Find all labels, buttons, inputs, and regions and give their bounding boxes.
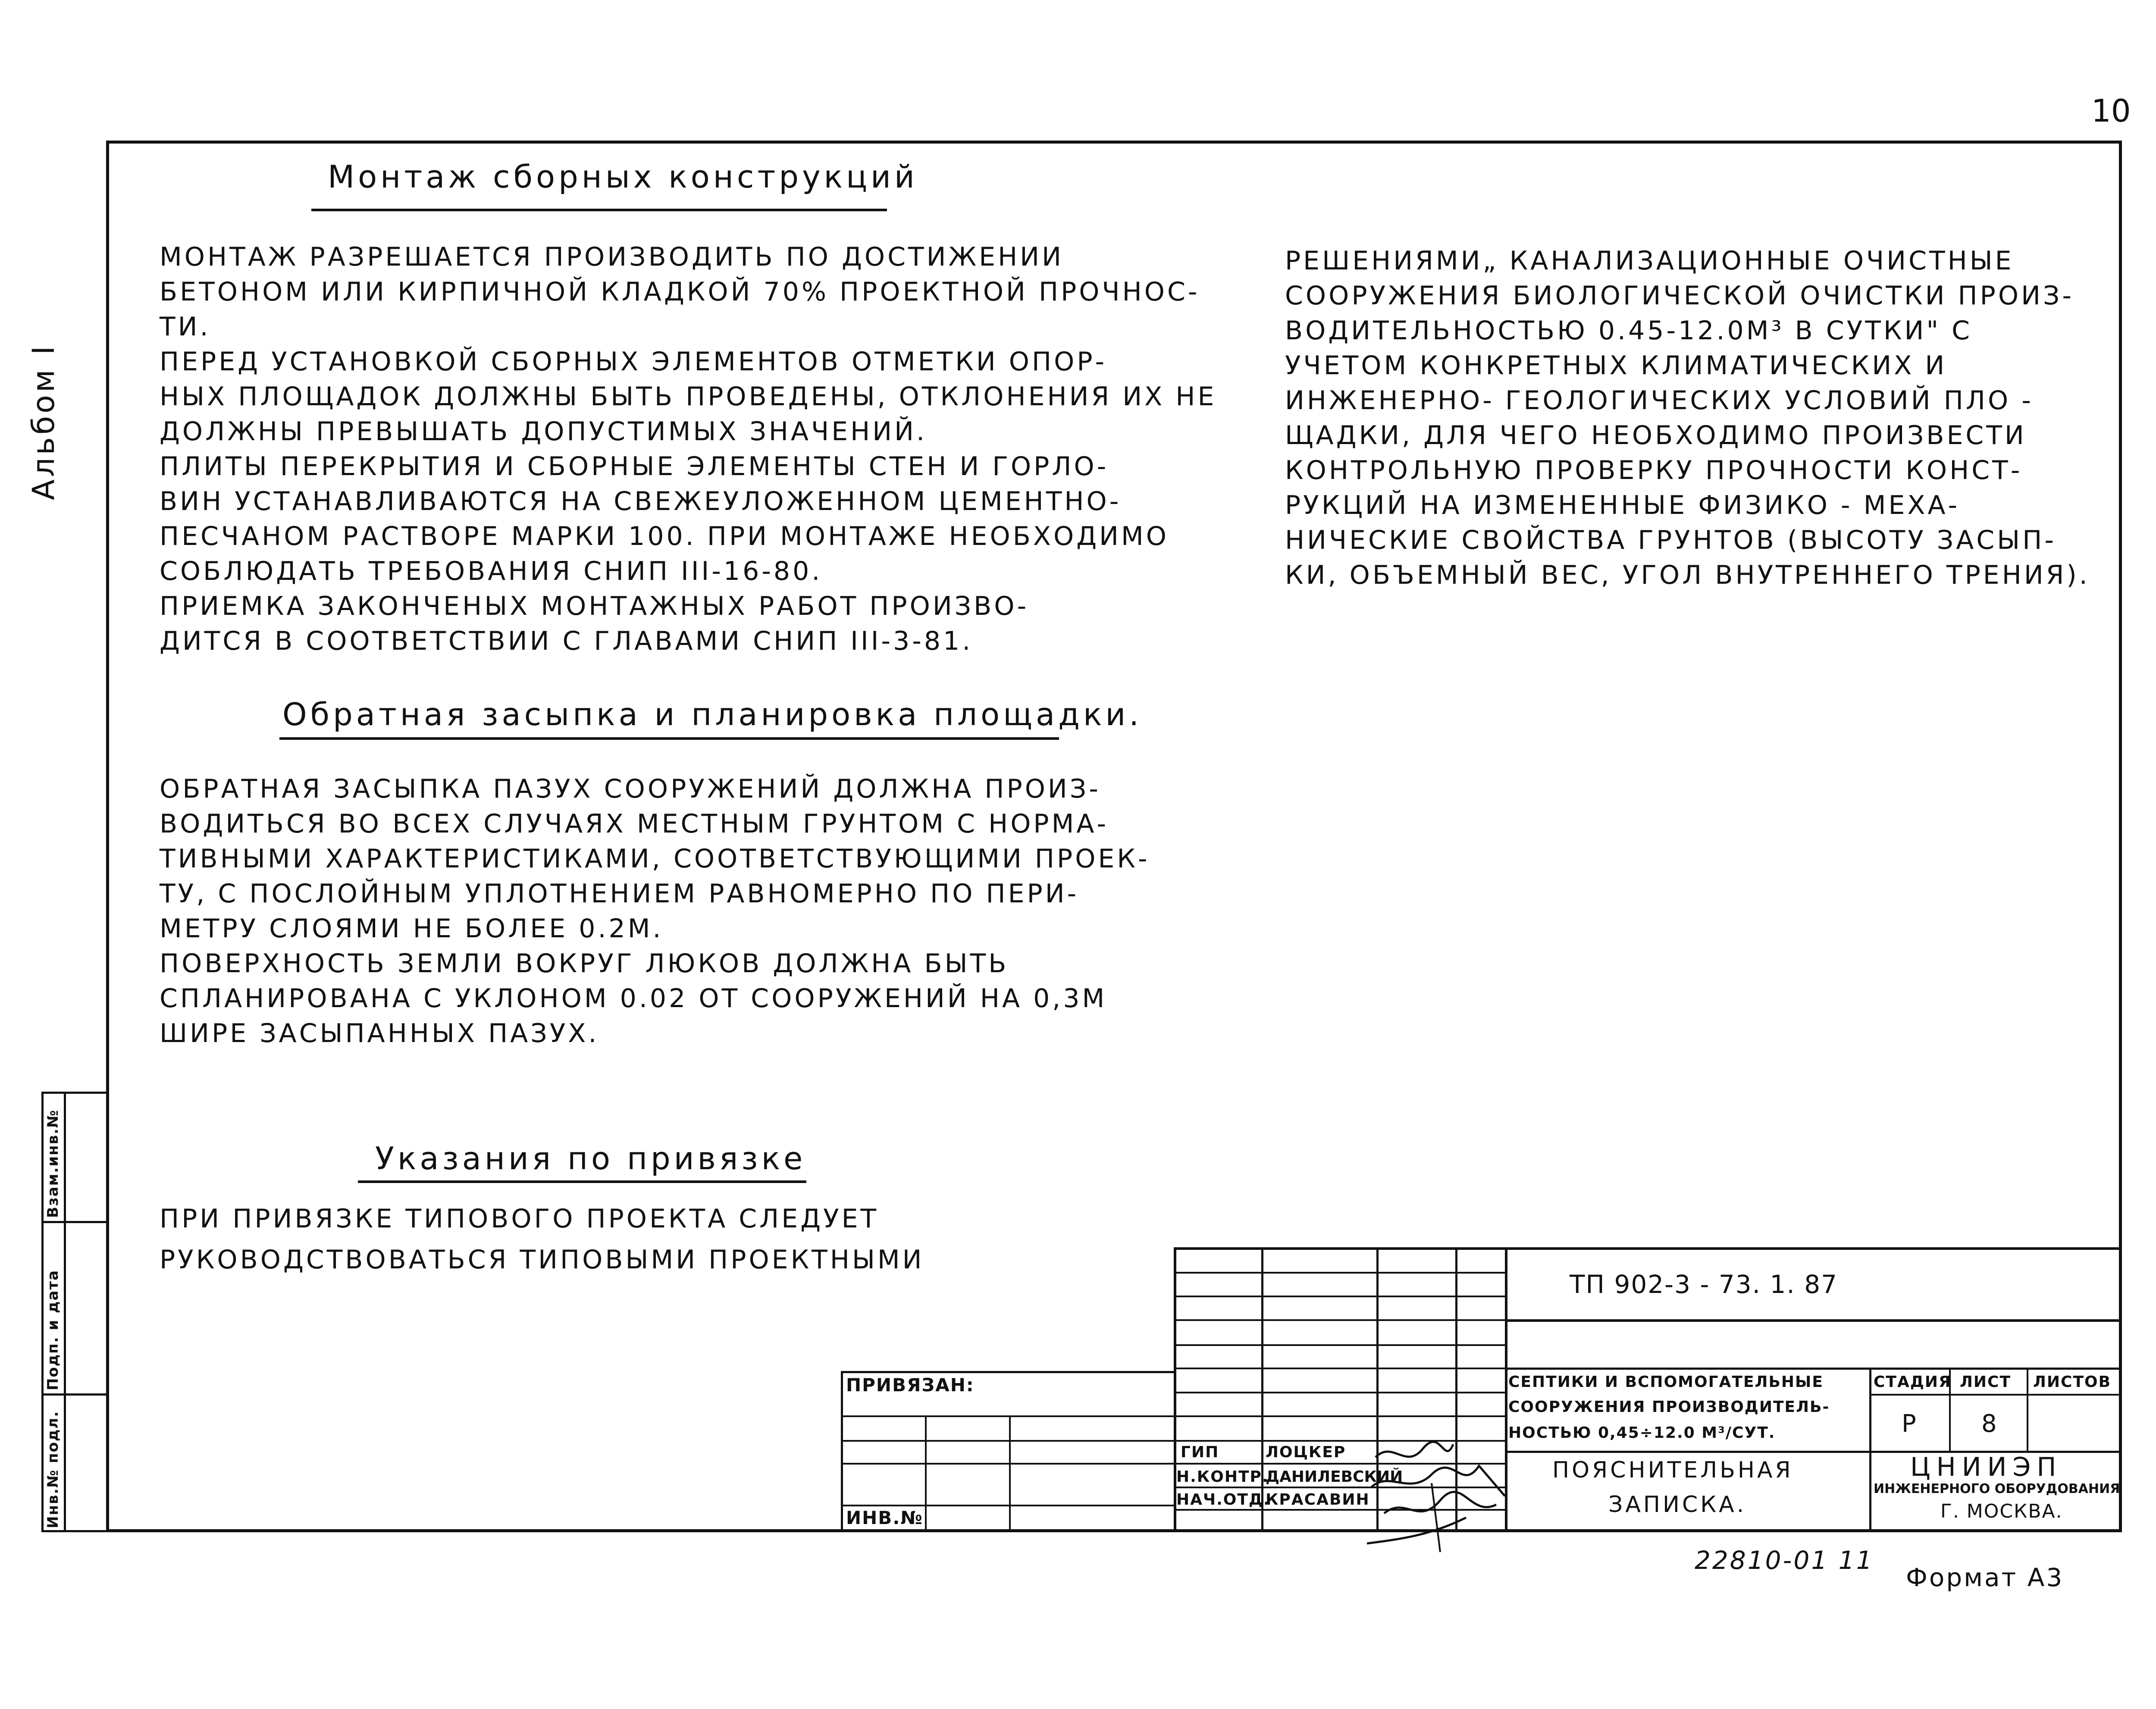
privyazan-label: ПРИВЯЗАН: bbox=[846, 1374, 975, 1396]
object-title-line-3: НОСТЬЮ 0,45÷12.0 М³/СУТ. bbox=[1508, 1424, 1776, 1442]
montage-paragraph bbox=[160, 240, 1216, 659]
text-line: ЩАДКИ, ДЛЯ ЧЕГО НЕОБХОДИМО ПРОИЗВЕСТИ bbox=[1285, 420, 2027, 451]
name-nachotd: КРАСАВИН bbox=[1266, 1491, 1370, 1509]
page-number: 10 bbox=[2091, 93, 2131, 129]
inv-no-label: ИНВ.№ bbox=[846, 1507, 923, 1528]
doc-code: ТП 902-3 - 73. 1. 87 bbox=[1570, 1270, 1838, 1299]
text-line: ПЕСЧАНОМ РАСТВОРЕ МАРКИ 100. ПРИ МОНТАЖЕ НЕОБХОДИМО bbox=[160, 521, 1169, 551]
stage-value: Р bbox=[1902, 1410, 1917, 1438]
text-line: ДИТСЯ В СООТВЕТСТВИИ С ГЛАВАМИ СНИП III-3-81. bbox=[160, 626, 973, 656]
text-line: ТИ. bbox=[160, 312, 211, 342]
side-stamp-inv-podl: Инв.№ подл. bbox=[44, 1410, 62, 1528]
role-nkontr: Н.КОНТР. bbox=[1176, 1468, 1269, 1486]
role-gip: ГИП bbox=[1181, 1443, 1219, 1461]
binding-heading: Указания по привязке bbox=[375, 1140, 806, 1177]
sheets-label: ЛИСТОВ bbox=[2033, 1373, 2112, 1391]
text-line: ВИН УСТАНАВЛИВАЮТСЯ НА СВЕЖЕУЛОЖЕННОМ ЦЕМЕНТНО- bbox=[160, 486, 1122, 516]
role-nachotd: НАЧ.ОТД. bbox=[1176, 1491, 1270, 1509]
sheet-label: ЛИСТ bbox=[1960, 1373, 2012, 1391]
text-line: КОНТРОЛЬНУЮ ПРОВЕРКУ ПРОЧНОСТИ КОНСТ- bbox=[1285, 455, 2023, 485]
text-line: ПРИ ПРИВЯЗКЕ ТИПОВОГО ПРОЕКТА СЛЕДУЕТ bbox=[160, 1204, 879, 1234]
montage-heading-underline bbox=[311, 209, 887, 211]
montage-heading: Монтаж сборных конструкций bbox=[328, 159, 918, 195]
text-line: БЕТОНОМ ИЛИ КИРПИЧНОЙ КЛАДКОЙ 70% ПРОЕКТНОЙ ПРОЧНОС- bbox=[160, 277, 1200, 307]
text-line: НЫХ ПЛОЩАДОК ДОЛЖНЫ БЫТЬ ПРОВЕДЕНЫ, ОТКЛОНЕНИЯ ИХ НЕ bbox=[160, 382, 1217, 412]
object-title-line-2: СООРУЖЕНИЯ ПРОИЗВОДИТЕЛЬ- bbox=[1508, 1398, 1830, 1416]
text-line: РУКЦИЙ НА ИЗМЕНЕННЫЕ ФИЗИКО - МЕХА- bbox=[1285, 490, 1960, 520]
text-line: НИЧЕСКИЕ СВОЙСТВА ГРУНТОВ (ВЫСОТУ ЗАСЫП- bbox=[1285, 525, 2056, 555]
text-line: ПЛИТЫ ПЕРЕКРЫТИЯ И СБОРНЫЕ ЭЛЕМЕНТЫ СТЕН И ГОРЛО- bbox=[160, 451, 1109, 482]
side-stamp-divider bbox=[44, 1221, 108, 1223]
side-stamp-podp-data: Подп. и дата bbox=[44, 1269, 62, 1390]
text-line: ИНЖЕНЕРНО- ГЕОЛОГИЧЕСКИХ УСЛОВИЙ ПЛО - bbox=[1285, 385, 2034, 416]
text-line: ВОДИТЬСЯ ВО ВСЕХ СЛУЧАЯХ МЕСТНЫМ ГРУНТОМ С НОРМА- bbox=[160, 809, 1109, 839]
org-name: ЦНИИЭП bbox=[1910, 1452, 2062, 1482]
name-gip: ЛОЦКЕР bbox=[1266, 1443, 1346, 1461]
sheet-title-line-1: ПОЯСНИТЕЛЬНАЯ bbox=[1552, 1457, 1793, 1483]
text-line: ВОДИТЕЛЬНОСТЬЮ 0.45-12.0М³ В СУТКИ" С bbox=[1285, 316, 1973, 346]
text-line: МЕТРУ СЛОЯМИ НЕ БОЛЕЕ 0.2М. bbox=[160, 914, 664, 944]
text-line: СПЛАНИРОВАНА С УКЛОНОМ 0.02 ОТ СООРУЖЕНИЙ НА 0,3М bbox=[160, 983, 1107, 1014]
binding-heading-underline bbox=[358, 1180, 806, 1183]
album-label: Альбом I bbox=[26, 343, 61, 500]
stage-label: СТАДИЯ bbox=[1874, 1373, 1952, 1391]
org-city: Г. МОСКВА. bbox=[1940, 1500, 2063, 1522]
text-line: РЕШЕНИЯМИ„ КАНАЛИЗАЦИОННЫЕ ОЧИСТНЫЕ bbox=[1285, 246, 2014, 276]
side-stamp-divider bbox=[44, 1393, 108, 1396]
text-line: ДОЛЖНЫ ПРЕВЫШАТЬ ДОПУСТИМЫХ ЗНАЧЕНИЙ. bbox=[160, 416, 928, 447]
bottom-code: 22810-01 11 bbox=[1695, 1546, 1874, 1575]
text-line: МОНТАЖ РАЗРЕШАЕТСЯ ПРОИЗВОДИТЬ ПО ДОСТИЖЕНИИ bbox=[160, 242, 1064, 272]
backfill-heading-underline bbox=[279, 737, 1059, 740]
text-line: ШИРЕ ЗАСЫПАННЫХ ПАЗУХ. bbox=[160, 1018, 599, 1049]
text-line: РУКОВОДСТВОВАТЬСЯ ТИПОВЫМИ ПРОЕКТНЫМИ bbox=[160, 1245, 924, 1275]
text-line: ПЕРЕД УСТАНОВКОЙ СБОРНЫХ ЭЛЕМЕНТОВ ОТМЕТКИ ОПОР- bbox=[160, 347, 1107, 377]
format-label: Формат А3 bbox=[1906, 1563, 2064, 1592]
text-line: КИ, ОБЪЕМНЫЙ ВЕС, УГОЛ ВНУТРЕННЕГО ТРЕНИЯ). bbox=[1285, 560, 2090, 590]
text-line: ТИВНЫМИ ХАРАКТЕРИСТИКАМИ, СООТВЕТСТВУЮЩИМИ ПРОЕК- bbox=[160, 844, 1150, 874]
side-stamp-vzam-inv: Взам.инв.№ bbox=[44, 1109, 62, 1218]
backfill-paragraph bbox=[160, 772, 1150, 1051]
text-line: ТУ, С ПОСЛОЙНЫМ УПЛОТНЕНИЕМ РАВНОМЕРНО ПО ПЕРИ- bbox=[160, 879, 1079, 909]
binding-paragraph bbox=[160, 1199, 924, 1280]
text-line: ОБРАТНАЯ ЗАСЫПКА ПАЗУХ СООРУЖЕНИЙ ДОЛЖНА ПРОИЗ- bbox=[160, 774, 1101, 804]
text-line: СООРУЖЕНИЯ БИОЛОГИЧЕСКОЙ ОЧИСТКИ ПРОИЗ- bbox=[1285, 281, 2075, 311]
text-line: ПРИЕМКА ЗАКОНЧЕНЫХ МОНТАЖНЫХ РАБОТ ПРОИЗВО- bbox=[160, 591, 1029, 621]
name-nkontr: ДАНИЛЕВСКИЙ bbox=[1266, 1468, 1403, 1486]
sheet-value: 8 bbox=[1981, 1410, 1998, 1438]
text-line: ПОВЕРХНОСТЬ ЗЕМЛИ ВОКРУГ ЛЮКОВ ДОЛЖНА БЫТЬ bbox=[160, 948, 1009, 979]
backfill-heading: Обратная засыпка и планировка площадки. bbox=[282, 696, 1143, 732]
signatures-image bbox=[1367, 1431, 1514, 1561]
right-column-paragraph bbox=[1285, 244, 2090, 593]
text-line: УЧЕТОМ КОНКРЕТНЫХ КЛИМАТИЧЕСКИХ И bbox=[1285, 351, 1947, 381]
org-department: ИНЖЕНЕРНОГО ОБОРУДОВАНИЯ bbox=[1874, 1481, 2120, 1496]
text-line: СОБЛЮДАТЬ ТРЕБОВАНИЯ СНИП III-16-80. bbox=[160, 556, 823, 586]
object-title-line-1: СЕПТИКИ И ВСПОМОГАТЕЛЬНЫЕ bbox=[1508, 1373, 1824, 1391]
sheet-title-line-2: ЗАПИСКА. bbox=[1608, 1492, 1747, 1518]
